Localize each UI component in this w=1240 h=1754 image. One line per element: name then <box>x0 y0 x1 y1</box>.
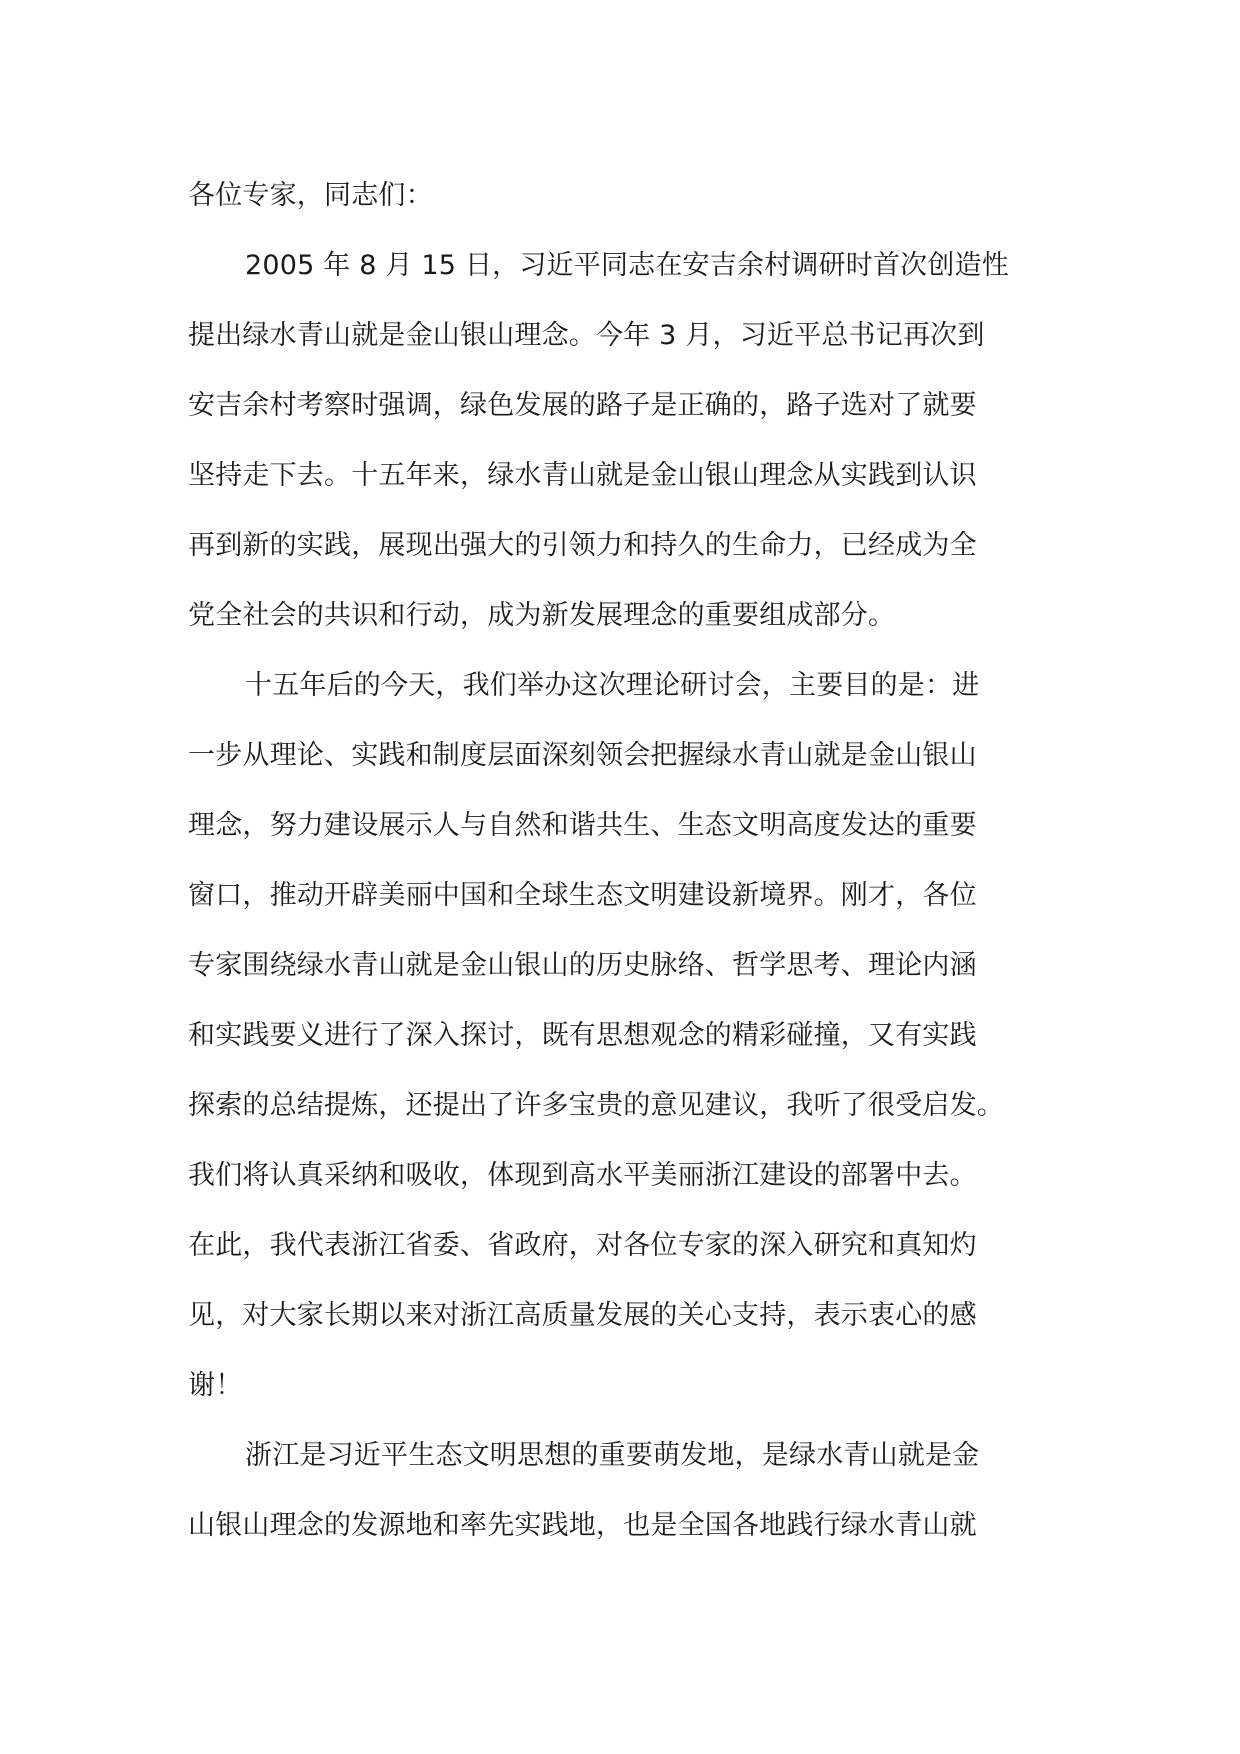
paragraph-1-line-6: 党全社会的共识和行动，成为新发展理念的重要组成部分。 <box>188 600 896 631</box>
paragraph-2-line-9: 在此，我代表浙江省委、省政府，对各位专家的深入研究和真知灼 <box>188 1230 977 1261</box>
paragraph-1-line-4: 坚持走下去。十五年来，绿水青山就是金山银山理念从实践到认识 <box>188 460 977 491</box>
paragraph-2-line-4: 窗口，推动开辟美丽中国和全球生态文明建设新境界。刚才，各位 <box>188 880 977 911</box>
paragraph-2-line-8: 我们将认真采纳和吸收，体现到高水平美丽浙江建设的部署中去。 <box>188 1160 977 1191</box>
document-body <box>188 168 1068 1568</box>
paragraph-2-line-6: 和实践要义进行了深入探讨，既有思想观念的精彩碰撞，又有实践 <box>188 1020 977 1051</box>
paragraph-1-line-5: 再到新的实践，展现出强大的引领力和持久的生命力，已经成为全 <box>188 530 977 561</box>
paragraph-2-line-10: 见，对大家长期以来对浙江高质量发展的关心支持，表示衷心的感 <box>188 1300 977 1331</box>
paragraph-2-line-3: 理念，努力建设展示人与自然和谐共生、生态文明高度发达的重要 <box>188 810 977 841</box>
paragraph-2-line-2: 一步从理论、实践和制度层面深刻领会把握绿水青山就是金山银山 <box>188 740 977 771</box>
paragraph-3-line-1: 浙江是习近平生态文明思想的重要萌发地，是绿水青山就是金 <box>245 1440 980 1471</box>
paragraph-2-line-1: 十五年后的今天，我们举办这次理论研讨会，主要目的是：进 <box>245 670 980 701</box>
paragraph-1-line-2: 提出绿水青山就是金山银山理念。今年 3 月，习近平总书记再次到 <box>188 320 985 351</box>
paragraph-1-line-3: 安吉余村考察时强调，绿色发展的路子是正确的，路子选对了就要 <box>188 390 977 421</box>
paragraph-1-line-1: 2005 年 8 月 15 日，习近平同志在安吉余村调研时首次创造性 <box>245 250 1009 281</box>
paragraph-2-line-11: 谢！ <box>188 1370 243 1401</box>
paragraph-2-line-5: 专家围绕绿水青山就是金山银山的历史脉络、哲学思考、理论内涵 <box>188 950 977 981</box>
salutation-line: 各位专家，同志们： <box>188 180 433 211</box>
paragraph-2-line-7: 探索的总结提炼，还提出了许多宝贵的意见建议，我听了很受启发。 <box>188 1090 1004 1121</box>
paragraph-3-line-2: 山银山理念的发源地和率先实践地，也是全国各地践行绿水青山就 <box>188 1510 977 1541</box>
